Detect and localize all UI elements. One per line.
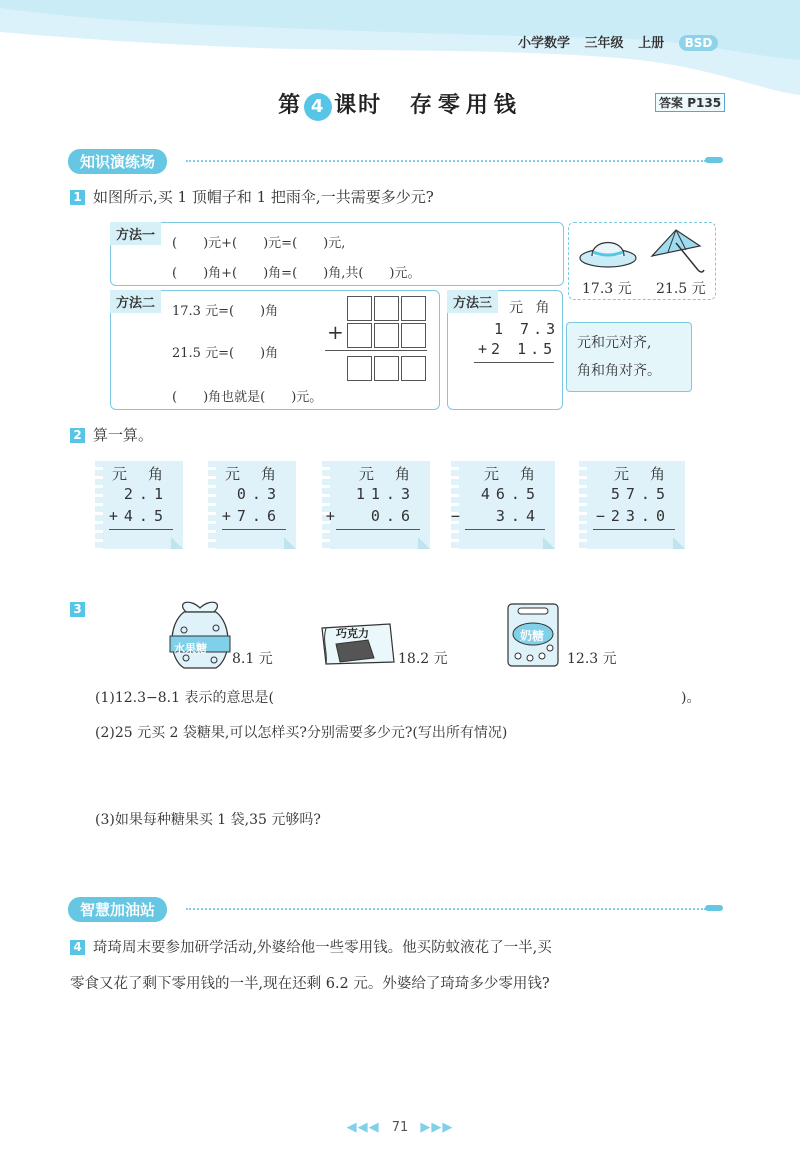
method-3-header: 元 角 bbox=[509, 300, 554, 316]
note-line-2: 角和角对齐。 bbox=[577, 363, 661, 379]
method-2-line-1[interactable]: 17.3 元=( )角 bbox=[172, 304, 279, 319]
question-1-text: 如图所示,买 1 顶帽子和 1 把雨伞,一共需要多少元? bbox=[93, 188, 434, 206]
digit-box[interactable] bbox=[401, 356, 426, 381]
method-1-line-2[interactable]: ( )角+( )角=( )角,共( )元。 bbox=[172, 266, 421, 281]
answer-label: 答案 bbox=[659, 96, 684, 110]
question-number-1: 1 bbox=[70, 190, 85, 205]
card-bottom-number: +4.5 bbox=[108, 507, 169, 525]
hat-price: 17.3 元 bbox=[582, 281, 632, 297]
subject-label: 小学数学 bbox=[518, 36, 571, 51]
card-bottom-number: −23.0 bbox=[595, 507, 671, 525]
digit-box[interactable] bbox=[374, 323, 399, 348]
question-3-sub-2[interactable]: (2)25 元买 2 袋糖果,可以怎样买?分别需要多少元?(写出所有情况) bbox=[95, 725, 508, 741]
answer-reference[interactable] bbox=[655, 93, 725, 112]
calc-card-1[interactable] bbox=[95, 461, 183, 549]
plus-sign: + bbox=[327, 320, 344, 344]
question-2-text: 算一算。 bbox=[93, 426, 154, 444]
grade-label: 三年级 bbox=[584, 36, 624, 51]
fruit-candy-bag-icon bbox=[166, 598, 234, 670]
umbrella-icon bbox=[646, 226, 706, 276]
method-1-label: 方法一 bbox=[110, 222, 161, 245]
card-top-number: 2.1 bbox=[123, 485, 169, 503]
question-number-4: 4 bbox=[70, 940, 85, 955]
method-3-row-2: +2 1.5 bbox=[478, 340, 557, 358]
lesson-number: 4 bbox=[304, 93, 332, 121]
left-arrows: ◀◀◀ bbox=[346, 1120, 380, 1135]
method-2-line-2[interactable]: 21.5 元=( )角 bbox=[172, 346, 279, 361]
method-3-label: 方法三 bbox=[447, 290, 498, 313]
calc-card-2[interactable] bbox=[208, 461, 296, 549]
note-line-1: 元和元对齐, bbox=[577, 335, 652, 351]
question-number-3: 3 bbox=[70, 602, 85, 617]
digit-box[interactable] bbox=[347, 356, 372, 381]
digit-box[interactable] bbox=[401, 296, 426, 321]
calc-card-4[interactable] bbox=[451, 461, 555, 549]
lesson-suffix: 课时 bbox=[334, 92, 383, 118]
sum-line bbox=[325, 350, 427, 351]
milk-candy-price: 12.3 元 bbox=[567, 651, 617, 667]
alignment-note bbox=[566, 322, 692, 392]
digit-box[interactable] bbox=[374, 356, 399, 381]
divider-end-mark bbox=[705, 157, 723, 163]
header-info bbox=[518, 32, 728, 51]
chocolate-price: 18.2 元 bbox=[398, 651, 448, 667]
card-bottom-number: +7.6 bbox=[221, 507, 282, 525]
card-top-number: 46.5 bbox=[480, 485, 541, 503]
question-4-line-2: 零食又花了剩下零用钱的一半,现在还剩 6.2 元。外婆给了琦琦多少零用钱? bbox=[70, 976, 550, 992]
calc-card-5[interactable] bbox=[579, 461, 685, 549]
method-1-line-1[interactable]: ( )元+( )元=( )元, bbox=[172, 236, 346, 251]
hat-icon bbox=[578, 228, 638, 272]
digit-box[interactable] bbox=[374, 296, 399, 321]
card-bottom-number: + 0.6 bbox=[325, 507, 416, 525]
card-header: 元 角 bbox=[613, 465, 671, 483]
edition-badge: BSD bbox=[679, 35, 719, 51]
card-top-number: 57.5 bbox=[610, 485, 671, 503]
card-top-number: 0.3 bbox=[236, 485, 282, 503]
answer-page: P135 bbox=[687, 96, 722, 110]
lesson-name: 存零用钱 bbox=[409, 92, 522, 118]
volume-label: 上册 bbox=[638, 36, 665, 51]
chocolate-label: 巧克力 bbox=[336, 627, 369, 640]
calc-card-3[interactable] bbox=[322, 461, 430, 549]
card-header: 元 角 bbox=[483, 465, 541, 483]
question-3-sub-1[interactable]: (1)12.3−8.1 表示的意思是( bbox=[95, 690, 274, 706]
section-title-challenge: 智慧加油站 bbox=[68, 897, 167, 922]
digit-box[interactable] bbox=[347, 296, 372, 321]
question-3-sub-3[interactable]: (3)如果每种糖果买 1 袋,35 元够吗? bbox=[95, 812, 321, 828]
card-header: 元 角 bbox=[224, 465, 282, 483]
fruit-candy-price: 8.1 元 bbox=[232, 651, 273, 667]
lesson-prefix: 第 bbox=[278, 92, 303, 118]
fruit-candy-label: 水果糖 bbox=[174, 642, 207, 655]
question-3-sub-1-close: )。 bbox=[681, 690, 701, 706]
page-footer bbox=[0, 1120, 800, 1135]
card-header: 元 角 bbox=[111, 465, 169, 483]
section-divider bbox=[186, 908, 706, 910]
question-number-2: 2 bbox=[70, 428, 85, 443]
card-header: 元 角 bbox=[358, 465, 416, 483]
digit-box[interactable] bbox=[347, 323, 372, 348]
card-top-number: 11.3 bbox=[355, 485, 416, 503]
method-2-label: 方法二 bbox=[110, 290, 161, 313]
divider-end-mark bbox=[705, 905, 723, 911]
method-3-row-1: 1 7.3 bbox=[494, 320, 560, 338]
method-2-line-3[interactable]: ( )角也就是( )元。 bbox=[172, 390, 323, 405]
method-3-sum-line bbox=[474, 362, 554, 363]
milk-candy-label: 奶糖 bbox=[520, 629, 545, 643]
card-bottom-number: − 3.4 bbox=[450, 507, 541, 525]
section-divider bbox=[186, 160, 706, 162]
page-number: 71 bbox=[391, 1120, 409, 1135]
section-title-practice: 知识演练场 bbox=[68, 149, 167, 174]
digit-box[interactable] bbox=[401, 323, 426, 348]
umbrella-price: 21.5 元 bbox=[656, 281, 706, 297]
right-arrows: ▶▶▶ bbox=[420, 1120, 454, 1135]
question-4-line-1: 琦琦周末要参加研学活动,外婆给他一些零用钱。他买防蚊液花了一半,买 bbox=[93, 940, 552, 956]
